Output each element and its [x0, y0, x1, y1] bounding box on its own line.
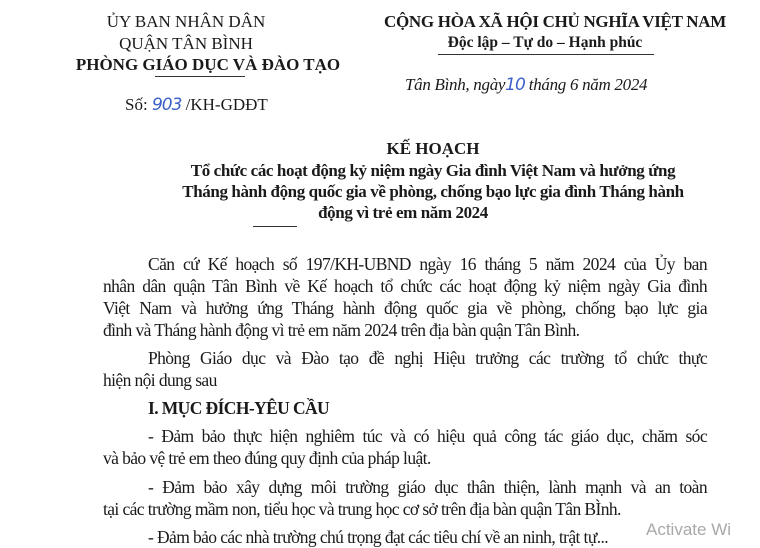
plan-subtitle-line: Tháng hành động quốc gia về phòng, chống bạo lực gia đình Tháng hành [182, 182, 684, 201]
para1-line: Việt Nam và hưởng ứng Tháng hành động quốc gia về phòng, chống bạo lực gia [103, 298, 707, 318]
bullet1-line: và bảo vệ trẻ em theo đúng quy định của pháp luật. [103, 448, 431, 468]
bullet2-line: - Đảm bảo xây dựng môi trường giáo dục thân thiện, lành mạnh và an toàn [148, 477, 707, 497]
plan-subtitle-line: động vì trẻ em năm 2024 [318, 203, 488, 222]
motto-underline [438, 54, 654, 55]
bullet3-line-partial: - Đảm bảo các nhà trường chú trọng đạt các tiêu chí về an ninh, trật tự... [148, 527, 609, 547]
national-title: CỘNG HÒA XÃ HỘI CHỦ NGHĨA VIỆT NAM [384, 12, 726, 31]
agency-line-3: PHÒNG GIÁO DỤC VÀ ĐÀO TẠO [75, 55, 341, 74]
para2-line: Phòng Giáo dục và Đào tạo đề nghị Hiệu trưởng các trường tổ chức thực [148, 348, 707, 368]
para1-line: đình và Tháng hành động vì trẻ em năm 2024 trên địa bàn quận Tân Bình. [103, 320, 580, 340]
section-heading: I. MỤC ĐÍCH-YÊU CẦU [148, 398, 330, 418]
title-underline [253, 226, 297, 227]
number-suffix: /KH-GDĐT [185, 95, 268, 114]
national-motto: Độc lập – Tự do – Hạnh phúc [447, 34, 643, 51]
date-line [405, 75, 647, 95]
bullet1-line: - Đảm bảo thực hiện nghiêm túc và có hiệu quả công tác giáo dục, chăm sóc [148, 426, 707, 446]
agency-line-2: QUẬN TÂN BÌNH [119, 34, 253, 53]
agency-line-1: ỦY BAN NHÂN DÂN [106, 12, 266, 31]
bullet2-line: tại các trường mầm non, tiểu học và trung học cơ sở trên địa bàn quận Tân BÌnh. [103, 499, 621, 519]
para2-line: hiện nội dung sau [103, 370, 217, 390]
activate-windows-watermark: Activate Wi [646, 520, 732, 539]
date-suffix: tháng 6 năm 2024 [528, 75, 648, 94]
number-label: Số: [125, 95, 148, 114]
para1-line: nhân dân quận Tân Bình về Kế hoạch tổ chức các hoạt động kỷ niệm ngày Gia đình [103, 276, 707, 296]
handwritten-day: 10 [505, 75, 525, 95]
agency-underline [155, 76, 245, 77]
plan-title: KẾ HOẠCH [386, 139, 480, 158]
handwritten-number: 903 [151, 95, 182, 115]
plan-subtitle-line: Tổ chức các hoạt động kỷ niệm ngày Gia đình Việt Nam và hưởng ứng [190, 161, 676, 180]
para1-line: Căn cứ Kế hoạch số 197/KH-UBND ngày 16 tháng 5 năm 2024 của Ủy ban [148, 254, 707, 274]
date-prefix: Tân Bình, ngày [405, 75, 506, 94]
document-number [125, 95, 268, 115]
